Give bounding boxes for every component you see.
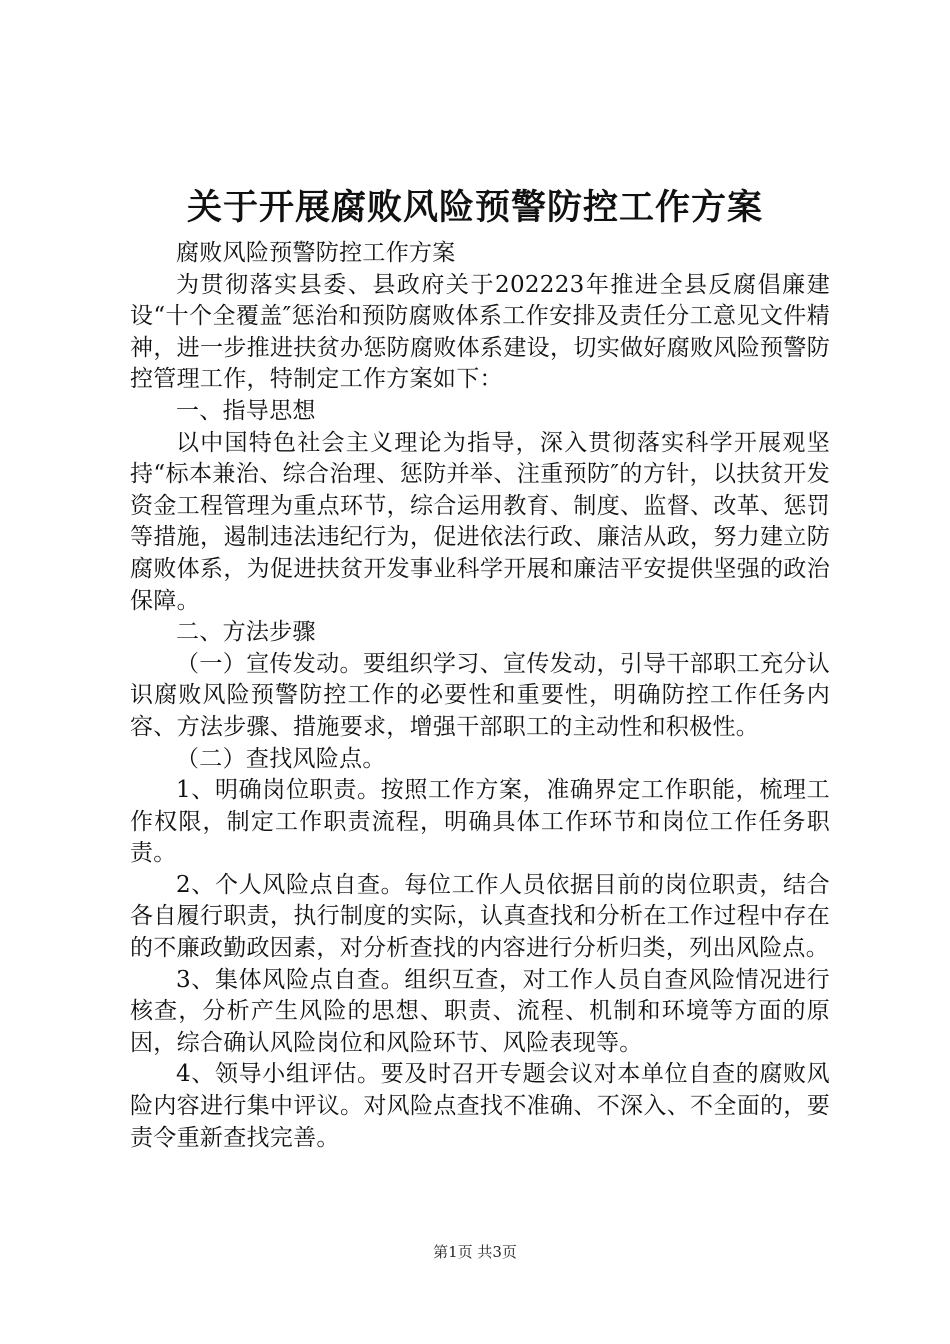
page-footer: 第1页 共3页 <box>433 1243 517 1261</box>
document-body <box>130 238 830 1154</box>
paragraph-item-2: 2、个人风险点自查。每位工作人员依据目前的岗位职责，结合各自履行职责，执行制度的实际，认真查找和分析在工作过程中存在的不廉政勤政因素，对分析查找的内容进行分析归类，列出风险点。 <box>130 871 830 962</box>
section-heading-method-steps: 二、方法步骤 <box>176 619 316 646</box>
paragraph-subtitle: 腐败风险预警防控工作方案 <box>176 240 456 266</box>
document-title: 关于开展腐败风险预警防控工作方案 <box>186 187 763 228</box>
paragraph-intro: 为贯彻落实县委、县政府关于202223年推进全县反腐倡廉建设“十个全覆盖″惩治和预防腐败体系工作安排及责任分工意见文件精神，进一步推进扶贫办惩防腐败体系建设，切实做好腐败风险预警防控管理工作，特制定工作方案如下： <box>130 271 830 393</box>
paragraph-publicity: （一）宣传发动。要组织学习、宣传发动，引导干部职工充分认识腐败风险预警防控工作的必要性和重要性，明确防控工作任务内容、方法步骤、措施要求，增强干部职工的主动性和积极性。 <box>130 650 830 740</box>
paragraph-item-1: 1、明确岗位职责。按照工作方案，准确界定工作职能，梳理工作权限，制定工作职责流程，明确具体工作环节和岗位工作任务职责。 <box>130 777 830 867</box>
paragraph-guiding-ideology: 以中国特色社会主义理论为指导，深入贯彻落实科学开展观坚持“标本兼治、综合治理、惩防并举、注重预防″的方针，以扶贫开发资金工程管理为重点环节，综合运用教育、制度、监督、改革、惩罚等措施，遏制违法违纪行为，促进依法行政、廉洁从政，努力建立防腐败体系，为促进扶贫开发事业科学开展和廉洁平安提供坚强的政治保障。 <box>130 429 830 614</box>
section-heading-guiding-ideology: 一、指导思想 <box>176 397 316 424</box>
subheading-find-risk-points: （二）查找风险点。 <box>176 745 386 772</box>
paragraph-item-4: 4、领导小组评估。要及时召开专题会议对本单位自查的腐败风险内容进行集中评议。对风险点查找不准确、不深入、不全面的，要责令重新查找完善。 <box>130 1061 830 1151</box>
paragraph-item-3: 3、集体风险点自查。组织互查，对工作人员自查风险情况进行核查，分析产生风险的思想、职责、流程、机制和环境等方面的原因，综合确认风险岗位和风险环节、风险表现等。 <box>130 966 830 1056</box>
